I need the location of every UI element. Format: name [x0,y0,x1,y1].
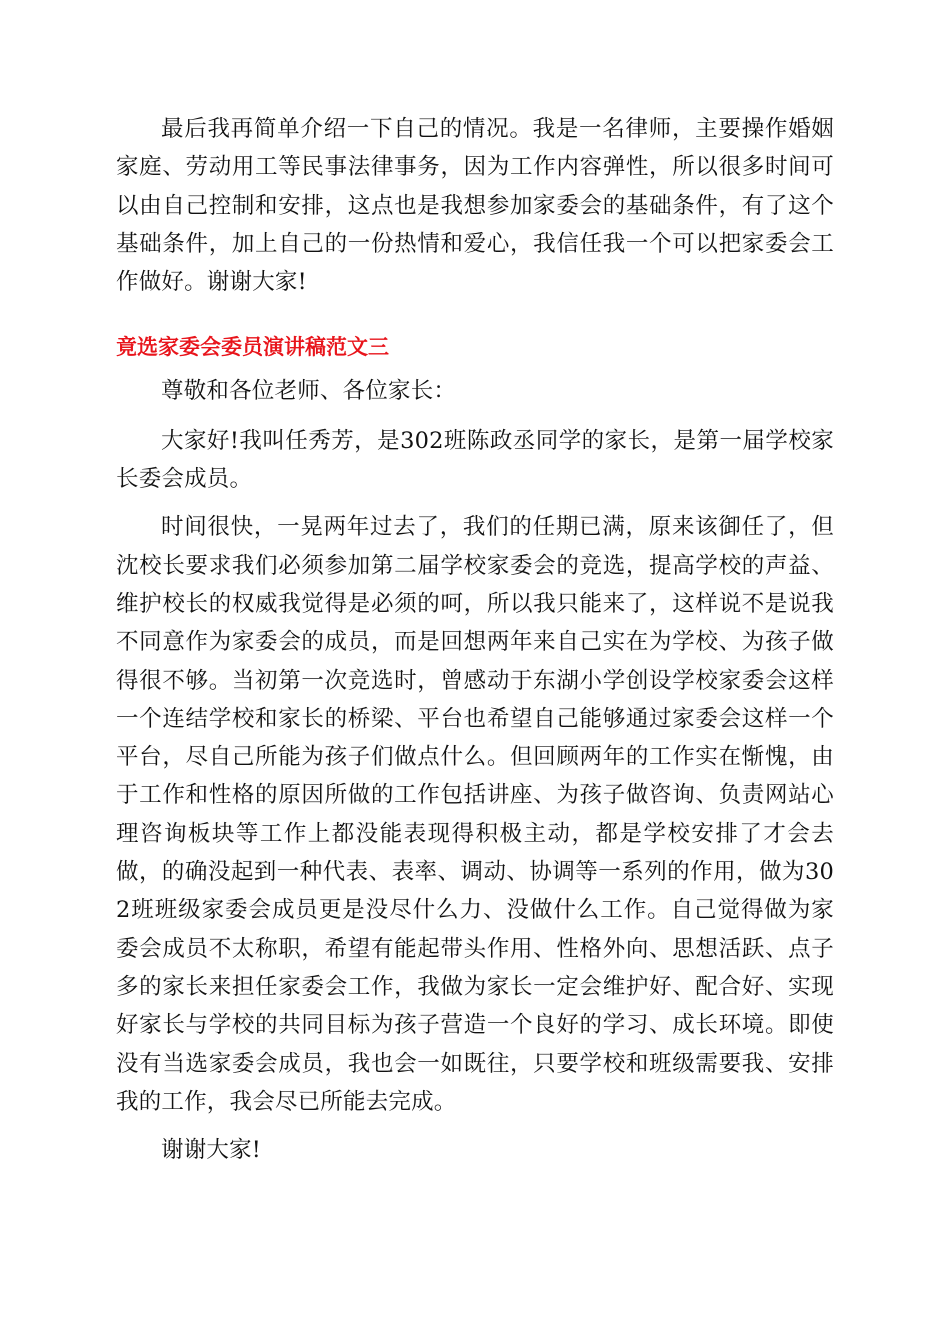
intro-paragraph: 最后我再简单介绍一下自己的情况。我是一名律师，主要操作婚姻家庭、劳动用工等民事法律事务，因为工作内容弹性，所以很多时间可以由自己控制和安排，这点也是我想参加家委会的基础条件，有了这个基础条件，加上自己的一份热情和爱心，我信任我一个可以把家委会工作做好。谢谢大家! [116,116,834,296]
section-heading: 竟选家委会委员演讲稿范文三 [116,335,389,360]
greeting-paragraph: 尊敬和各位老师、各位家长： [161,378,457,405]
main-body-paragraph: 时间很快，一晃两年过去了，我们的任期已满，原来该御任了，但沈校长要求我们必须参加第二届学校家委会的竞选，提高学校的声益、维护校长的权威我觉得是必须的呵，所以我只能来了，这样说不是说我不同意作为家委会的成员，而是回想两年来自己实在为学校、为孩子做得很不够。当初第一次竞选时，曾感动于东湖小学创设学校家委会这样一个连结学校和家长的桥梁、平台也希望自己能够通过家委会这样一个平台，尽自己所能为孩子们做点什么。但回顾两年的工作实在惭愧，由于工作和性格的原因所做的工作包括讲座、为孩子做咨询、负责网站心理咨询板块等工作上都没能表现得积极主动，都是学校安排了才会去做，的确没起到一种代表、表率、调动、协调等一系列的作用，做为302班班级家委会成员更是没尽什么力、没做什么工作。自己觉得做为家委会成员不太称职，希望有能起带头作用、性格外向、思想活跃、点子多的家长来担任家委会工作，我做为家长一定会维护好、配合好、实现好家长与学校的共同目标为孩子营造一个良好的学习、成长环境。即使没有当选家委会成员，我也会一如既往，只要学校和班级需要我、安排我的工作，我会尽已所能去完成。 [116,514,834,1115]
closing-paragraph: 谢谢大家! [161,1137,262,1164]
self-intro-paragraph: 大家好!我叫任秀芳，是302班陈政丞同学的家长，是第一届学校家长委会成员。 [116,427,834,493]
document-page [116,110,834,1169]
